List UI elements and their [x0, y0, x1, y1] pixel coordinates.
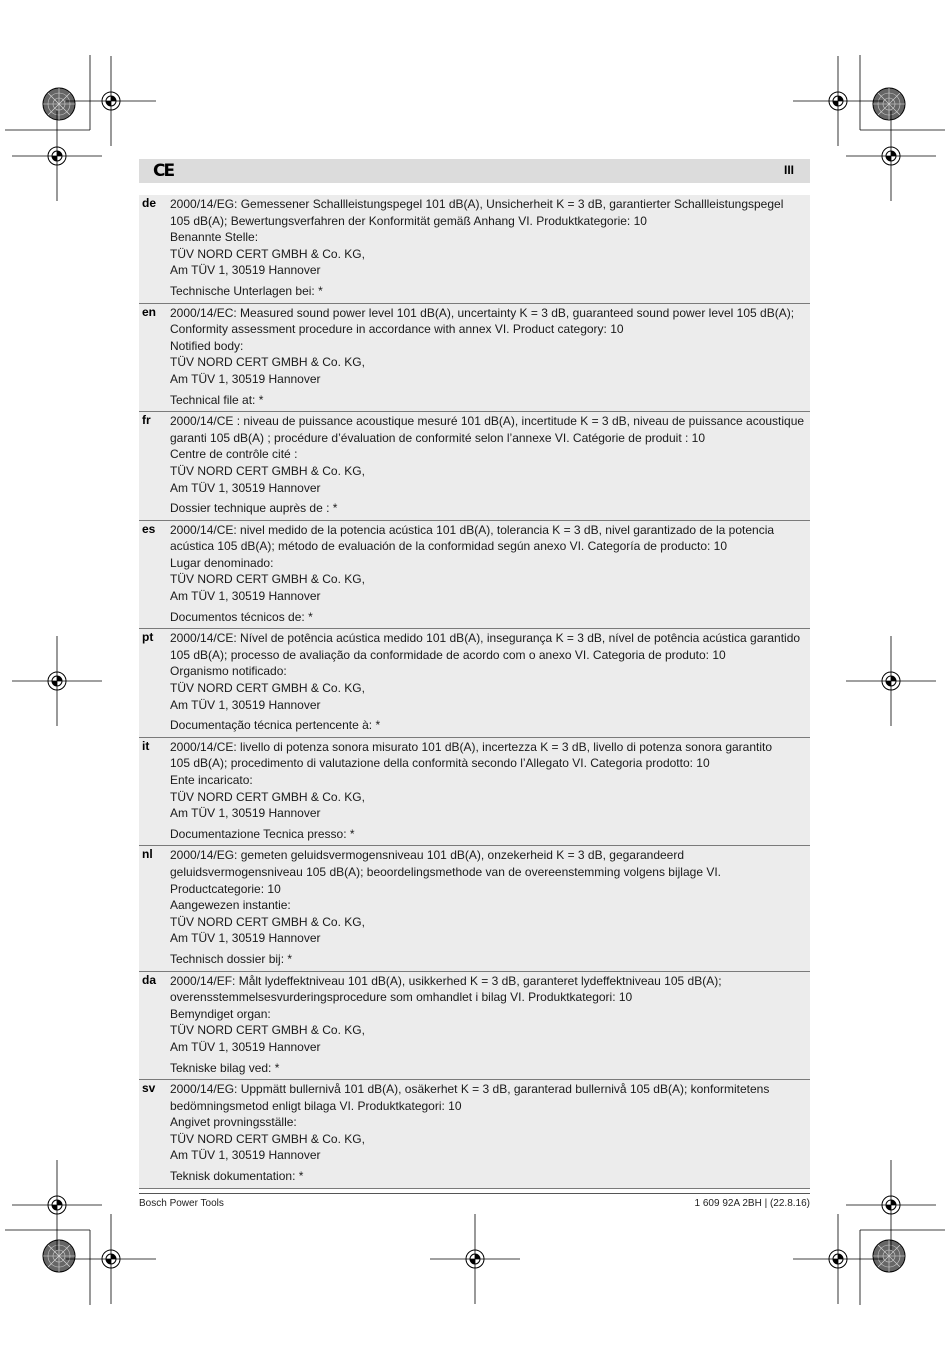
technical-file-line: Tekniske bilag ved: *: [170, 1060, 280, 1075]
technical-file-line: Technische Unterlagen bei: *: [170, 283, 323, 298]
language-code: fr: [142, 413, 151, 428]
declaration-line: TÜV NORD CERT GMBH & Co. KG,: [170, 914, 365, 929]
declaration-line: 2000/14/EG: Uppmätt bullernivå 101 dB(A), osäkerhet K = 3 dB, garanterad bullernivå 105 dB(A); konformitetens: [170, 1082, 770, 1097]
technical-file-line: Documentação técnica pertencente à: *: [170, 718, 381, 733]
declaration-line: TÜV NORD CERT GMBH & Co. KG,: [170, 355, 365, 370]
technical-file-line: Teknisk dokumentation: *: [170, 1169, 304, 1184]
footer-doc-id: 1 609 92A 2BH | (22.8.16): [694, 1198, 810, 1209]
declaration-line: 105 dB(A); Bewertungsverfahren der Konformität gemäß Anhang VI. Produktkategorie: 10: [170, 213, 647, 228]
starburst-mark-br: [873, 1240, 905, 1272]
technical-file-line: Technisch dossier bij: *: [170, 951, 293, 966]
crosshair-mark: [66, 56, 156, 146]
declaration-line: TÜV NORD CERT GMBH & Co. KG,: [170, 463, 365, 478]
crosshair-mark: [846, 111, 936, 201]
header-bar: [139, 159, 810, 183]
declaration-line: TÜV NORD CERT GMBH & Co. KG,: [170, 789, 365, 804]
declaration-line: Am TÜV 1, 30519 Hannover: [170, 1148, 321, 1163]
declaration-line: 2000/14/CE : niveau de puissance acoustique mesuré 101 dB(A), incertitude K = 3 dB, niveau de puissance acoustique: [170, 414, 805, 429]
declaration-line: 2000/14/EF: Målt lydeffektniveau 101 dB(A), usikkerhed K = 3 dB, garanteret lydeffektniveau 105 dB(A);: [170, 973, 722, 988]
starburst-mark-tl: [43, 88, 75, 120]
declaration-line: Notified body:: [170, 338, 244, 353]
technical-file-line: Dossier technique auprès de : *: [170, 501, 338, 516]
declaration-line: bedömningsmetod enligt bilaga VI. Produktkategori: 10: [170, 1098, 462, 1113]
ce-mark-icon: CE: [153, 161, 174, 181]
crosshair-mark: [12, 1160, 102, 1250]
crosshair-mark: [12, 636, 102, 726]
declaration-line: Ente incaricato:: [170, 773, 253, 787]
declaration-line: Am TÜV 1, 30519 Hannover: [170, 371, 321, 386]
declaration-line: Productcategorie: 10: [170, 881, 281, 896]
technical-file-line: Technical file at: *: [170, 392, 264, 407]
crosshair-mark: [12, 111, 102, 201]
section-it: [139, 737, 810, 846]
declaration-line: Lugar denominado:: [170, 555, 274, 570]
declaration-line: Organismo notificado:: [170, 664, 287, 679]
declaration-line: garanti 105 dB(A) ; procédure d’évaluation de conformité selon l’annexe VI. Catégorie de produit : 10: [170, 430, 705, 445]
declaration-line: 2000/14/CE: livello di potenza sonora misurato 101 dB(A), incertezza K = 3 dB, livello di potenza sonora garantito: [170, 739, 773, 754]
declaration-line: 2000/14/CE: Nível de potência acústica medido 101 dB(A), insegurança K = 3 dB, nível de potência acústica garantido: [170, 631, 801, 646]
crosshair-mark: [66, 1214, 156, 1304]
declaration-line: 2000/14/CE: nivel medido de la potencia acústica 101 dB(A), tolerancia K = 3 dB, nivel garantizado de la potencia: [170, 522, 775, 537]
crosshair-mark: [430, 1214, 520, 1304]
language-code: pt: [142, 630, 154, 645]
crosshair-mark: [793, 1214, 883, 1304]
declaration-line: 2000/14/EG: gemeten geluidsvermogensniveau 101 dB(A), onzekerheid K = 3 dB, gegarandeerd: [170, 848, 685, 863]
declaration-line: geluidsvermogensniveau 105 dB(A); beoordelingsmethode van de overeenstemming volgens bijlage VI.: [170, 864, 722, 879]
declaration-line: Am TÜV 1, 30519 Hannover: [170, 806, 321, 821]
declaration-line: TÜV NORD CERT GMBH & Co. KG,: [170, 572, 365, 587]
technical-file-line: Documentos técnicos de: *: [170, 609, 313, 624]
declaration-line: overensstemmelsesvurderingsprocedure som omhandlet i bilag VI. Produktkategori: 10: [170, 990, 633, 1005]
crosshair-mark: [846, 636, 936, 726]
declaration-line: acústica 105 dB(A); método de evaluación de la conformidad según anexo VI. Categoría de producto: 10: [170, 539, 728, 554]
declaration-line: 2000/14/EC: Measured sound power level 101 dB(A), uncertainty K = 3 dB, guaranteed sound power level 105 dB(A);: [170, 305, 795, 320]
declaration-line: Angivet provningsställe:: [170, 1115, 297, 1130]
language-code: en: [142, 304, 157, 319]
language-code: nl: [142, 847, 153, 862]
declaration-line: Conformity assessment procedure in accordance with annex VI. Product category: 10: [170, 322, 624, 337]
declaration-line: 105 dB(A); processo de avaliação da conformidade de acordo com o anexo VI. Categoria de produto: 10: [170, 647, 726, 662]
section-de: [139, 195, 810, 303]
section-es: [139, 520, 810, 629]
page-number: III: [783, 163, 794, 177]
document-page: [139, 159, 810, 1189]
declaration-line: Bemyndiget organ:: [170, 1006, 271, 1021]
section-sv: [139, 1079, 810, 1188]
declaration-line: 2000/14/EG: Gemessener Schallleistungspegel 101 dB(A), Unsicherheit K = 3 dB, garantierter Schallleistungspegel: [170, 197, 784, 211]
section-nl: [139, 845, 810, 970]
section-pt: [139, 628, 810, 737]
language-code: sv: [142, 1081, 156, 1096]
declaration-line: Am TÜV 1, 30519 Hannover: [170, 589, 321, 604]
declaration-line: TÜV NORD CERT GMBH & Co. KG,: [170, 681, 365, 696]
starburst-mark-tr: [873, 88, 905, 120]
crosshair-mark: [793, 56, 883, 146]
language-code: it: [142, 738, 150, 753]
section-da: [139, 971, 810, 1080]
declaration-line: Am TÜV 1, 30519 Hannover: [170, 931, 321, 946]
declaration-line: Centre de contrôle cité :: [170, 447, 298, 462]
footer-brand: Bosch Power Tools: [139, 1198, 224, 1209]
language-code: da: [142, 972, 157, 987]
declaration-line: Am TÜV 1, 30519 Hannover: [170, 1039, 321, 1054]
declaration-line: Am TÜV 1, 30519 Hannover: [170, 697, 321, 712]
technical-file-line: Documentazione Tecnica presso: *: [170, 826, 355, 841]
declaration-line: TÜV NORD CERT GMBH & Co. KG,: [170, 1023, 365, 1038]
declaration-line: TÜV NORD CERT GMBH & Co. KG,: [170, 1131, 365, 1146]
declaration-sections: [139, 195, 810, 1189]
section-en: [139, 303, 810, 412]
declaration-line: Am TÜV 1, 30519 Hannover: [170, 263, 321, 278]
language-code: es: [142, 521, 156, 536]
declaration-line: Benannte Stelle:: [170, 230, 259, 245]
language-code: de: [142, 196, 157, 210]
crosshair-mark: [846, 1160, 936, 1250]
starburst-mark-bl: [43, 1240, 75, 1272]
section-fr: [139, 411, 810, 520]
declaration-line: Am TÜV 1, 30519 Hannover: [170, 480, 321, 495]
declaration-line: 105 dB(A); procedimento di valutazione della conformità secondo l’Allegato VI. Categoria prodotto: 10: [170, 756, 710, 771]
declaration-line: Aangewezen instantie:: [170, 898, 291, 913]
declaration-line: TÜV NORD CERT GMBH & Co. KG,: [170, 246, 365, 261]
page-footer: [139, 1193, 810, 1209]
